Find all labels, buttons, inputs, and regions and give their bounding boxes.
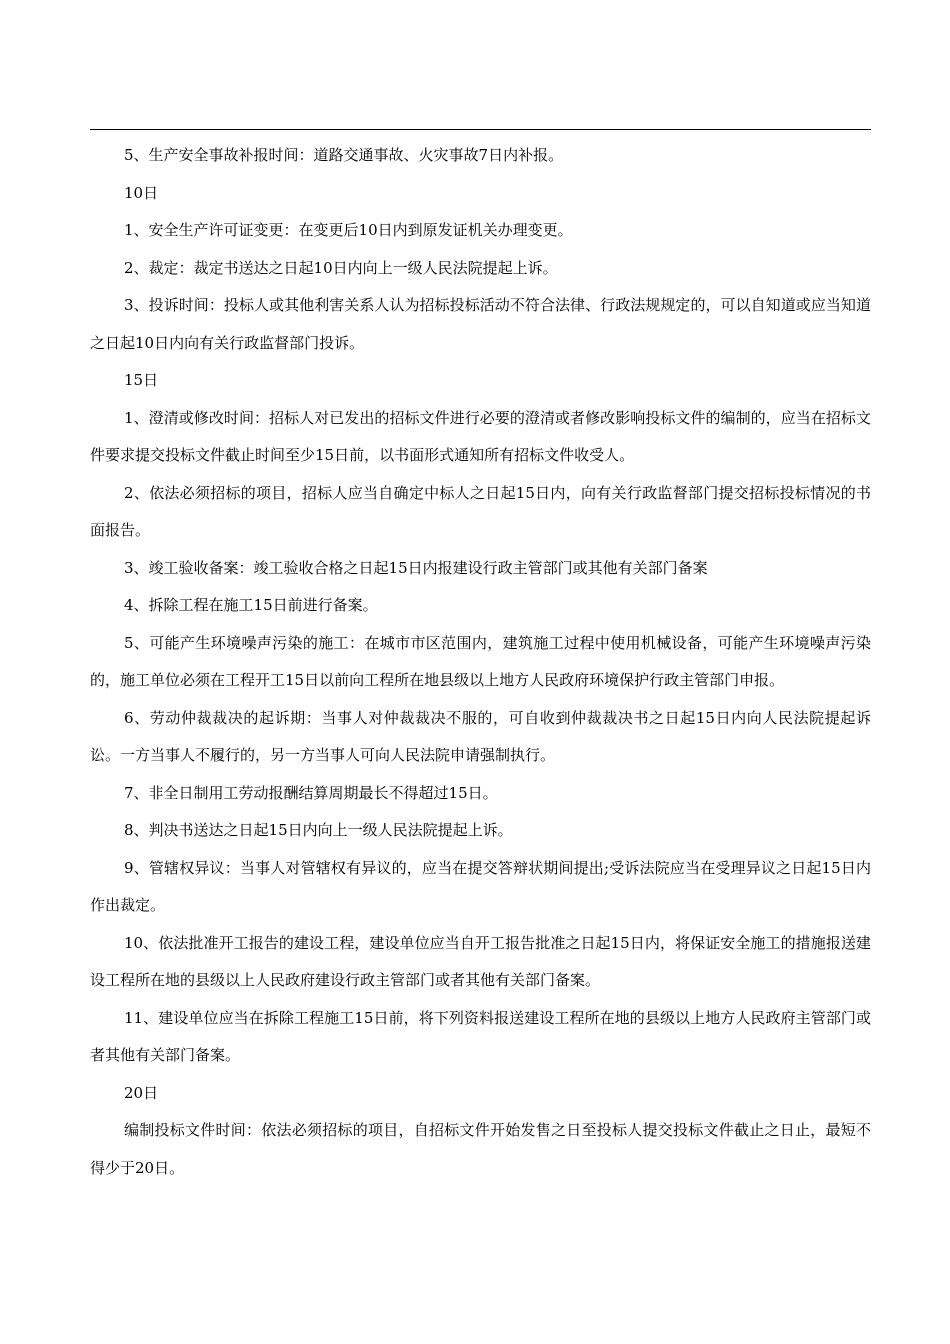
header-rule	[90, 129, 871, 130]
section-heading-10-days: 10日	[124, 183, 159, 202]
paragraph-15-days-item-7: 7、非全日制用工劳动报酬结算周期最长不得超过15日。	[124, 783, 498, 802]
paragraph-15-days-item-2: 2、依法必须招标的项目，招标人应当自确定中标人之日起15日内，向有关行政监督部门提交招标投标情况的书面报告。	[90, 483, 871, 539]
paragraph-15-days-item-4: 4、拆除工程在施工15日前进行备案。	[124, 596, 378, 614]
paragraph-15-days-item-6: 6、劳动仲裁裁决的起诉期：当事人对仲裁裁决不服的，可自收到仲裁裁决书之日起15日内向人民法院提起诉讼。一方当事人不履行的，另一方当事人可向人民法院申请强制执行。	[90, 708, 871, 764]
paragraph-10-days-item-1: 1、安全生产许可证变更：在变更后10日内到原发证机关办理变更。	[124, 221, 573, 239]
paragraph-15-days-item-5: 5、可能产生环境噪声污染的施工：在城市市区范围内，建筑施工过程中使用机械设备，可能产生环境噪声污染的，施工单位必须在工程开工15日以前向工程所在地县级以上地方人民政府环境保护行政主管部门申报。	[90, 633, 871, 689]
paragraph-15-days-item-10: 10、依法批准开工报告的建设工程，建设单位应当自开工报告批准之日起15日内，将保证安全施工的措施报送建设工程所在地的县级以上人民政府建设行政主管部门或者其他有关部门备案。	[90, 933, 871, 989]
paragraph-15-days-item-8: 8、判决书送达之日起15日内向上一级人民法院提起上诉。	[124, 821, 513, 839]
section-heading-20-days: 20日	[124, 1083, 159, 1102]
paragraph-accident-report-7-days: 5、生产安全事故补报时间：道路交通事故、火灾事故7日内补报。	[124, 146, 564, 164]
section-heading-15-days: 15日	[124, 371, 159, 389]
paragraph-15-days-item-9: 9、管辖权异议：当事人对管辖权有异议的，应当在提交答辩状期间提出;受诉法院应当在受理异议之日起15日内作出裁定。	[90, 858, 871, 914]
paragraph-15-days-item-1: 1、澄清或修改时间：招标人对已发出的招标文件进行必要的澄清或者修改影响投标文件的编制的，应当在招标文件要求提交投标文件截止时间至少15日前，以书面形式通知所有招标文件收受人。	[90, 408, 871, 464]
paragraph-20-days-bid-preparation: 编制投标文件时间：依法必须招标的项目，自招标文件开始发售之日至投标人提交投标文件截止之日止，最短不得少于20日。	[90, 1121, 871, 1177]
paragraph-10-days-item-3: 3、投诉时间：投标人或其他利害关系人认为招标投标活动不符合法律、行政法规规定的，可以自知道或应当知道之日起10日内向有关行政监督部门投诉。	[90, 296, 871, 352]
paragraph-15-days-item-11: 11、建设单位应当在拆除工程施工15日前，将下列资料报送建设工程所在地的县级以上地方人民政府主管部门或者其他有关部门备案。	[90, 1008, 871, 1064]
paragraph-15-days-item-3: 3、竣工验收备案：竣工验收合格之日起15日内报建设行政主管部门或其他有关部门备案	[124, 558, 708, 577]
paragraph-10-days-item-2: 2、裁定：裁定书送达之日起10日内向上一级人民法院提起上诉。	[124, 258, 558, 277]
document-body	[90, 137, 871, 1187]
